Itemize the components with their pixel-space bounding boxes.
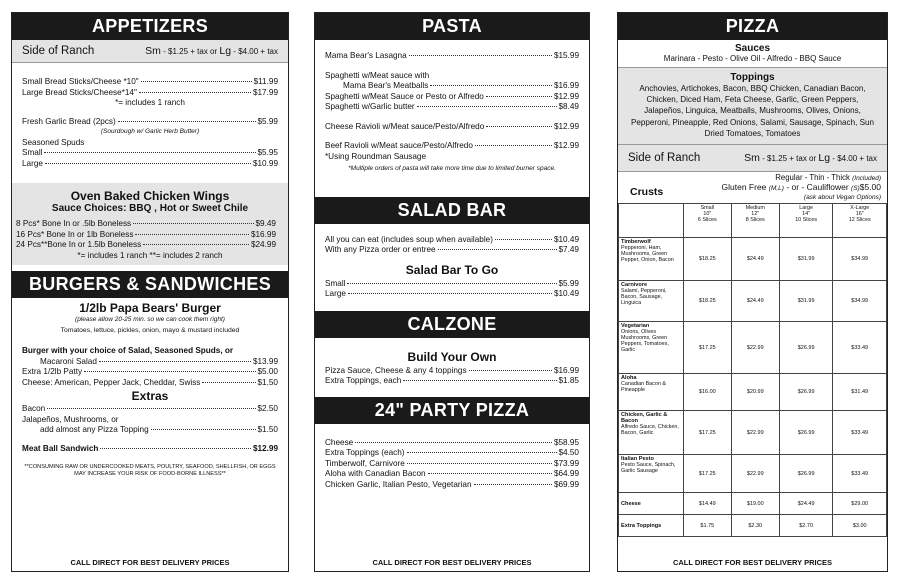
salad-header: SALAD BAR bbox=[315, 197, 589, 224]
appetizers-header: APPETIZERS bbox=[12, 13, 288, 40]
pizza-price-table bbox=[618, 203, 887, 537]
burger-note: (please allow 20-25 min. so we can cook them right) bbox=[75, 316, 225, 323]
pasta-header: PASTA bbox=[315, 13, 589, 40]
menu-item: Bacon $2.50 bbox=[22, 404, 278, 413]
menu-item: Mama Bear's Lasagna $15.99 bbox=[325, 51, 579, 60]
size-header: Large 14" 10 Slices bbox=[779, 204, 833, 238]
toppings-block bbox=[618, 68, 887, 145]
wings-section bbox=[12, 183, 288, 265]
menu-item: Cheese: American, Pepper Jack, Cheddar, Swiss $1.50 bbox=[22, 377, 278, 387]
menu-item: With any Pizza order or entree $7.49 bbox=[325, 245, 579, 254]
sauces-block bbox=[618, 40, 887, 68]
menu-item: Aloha with Canadian Bacon $64.99 bbox=[325, 469, 579, 478]
includes-note: *= includes 1 ranch bbox=[115, 98, 185, 107]
pizza-column bbox=[617, 12, 888, 572]
menu-item: Small $5.95 bbox=[22, 148, 278, 157]
menu-item: Timberwolf, Carnivore $73.99 bbox=[325, 458, 579, 468]
menu-item: Extra 1/2lb Patty $5.00 bbox=[22, 367, 278, 376]
menu-item: Extra Toppings (each) $4.50 bbox=[325, 448, 579, 457]
table-row: Carnivore Salami, Pepperoni, Bacon, Sausage, Linguica $18.25 $24.49 $31.99 $34.99 bbox=[619, 281, 887, 322]
pizza-header: PIZZA bbox=[618, 13, 887, 40]
menu-item: Large $10.99 bbox=[22, 158, 278, 168]
burger-desc: Burger with your choice of Salad, Seasoned Spuds, or bbox=[22, 346, 234, 355]
menu-item: Large Bread Sticks/Cheese*14" $17.99 bbox=[22, 87, 278, 97]
build-your-own-title: Build Your Own bbox=[407, 349, 497, 364]
size-header: X-Large 16" 12 Slices bbox=[833, 204, 887, 238]
table-row: Cheese $14.49 $19.00 $24.49 $29.00 bbox=[619, 493, 887, 515]
ranch-prices: Sm - $1.25 + tax or Lg - $4.00 + tax bbox=[145, 45, 278, 57]
menu-item: Macaroni Salad $13.99 bbox=[40, 356, 278, 366]
toppings-title: Toppings bbox=[730, 72, 775, 83]
menu-item: All you can eat (includes soup when available) $10.49 bbox=[325, 234, 579, 244]
table-row: Chicken, Garlic & Bacon Alfredo Sauce, Chicken, Bacon, Garlic $17.25 $22.99 $26.99 $33.49 bbox=[619, 411, 887, 455]
footer-note: CALL DIRECT FOR BEST DELIVERY PRICES bbox=[70, 558, 230, 567]
jalapeno-line1: Jalapeños, Mushrooms, or bbox=[22, 414, 119, 424]
table-row: Timberwolf Pepperoni, Ham, Mushrooms, Green Pepper, Onion, Bacon $18.25 $24.49 $31.99 $34.99 bbox=[619, 238, 887, 281]
appetizers-burgers-column bbox=[11, 12, 289, 572]
food-warning: **CONSUMING RAW OR UNDERCOOKED MEATS, POULTRY, SEAFOOD, SHELLFISH, OR EGGS MAY INCREASE YOUR RISK OF FOOD-BORNE ILLNESS** bbox=[24, 464, 276, 477]
menu-item: Meat Ball Sandwich $12.99 bbox=[22, 443, 278, 453]
menu-item: Fresh Garlic Bread (2pcs) $5.99 bbox=[22, 116, 278, 126]
table-row: Aloha Canadian Bacon & Pineapple $16.00 $20.99 $26.99 $31.49 bbox=[619, 374, 887, 411]
size-header: Small 10" 6 Slices bbox=[684, 204, 732, 238]
spuds-title: Seasoned Spuds bbox=[22, 137, 85, 147]
menu-item: Cheese $58.95 bbox=[325, 437, 579, 447]
garlic-note: (Sourdough w/ Garlic Herb Butter) bbox=[100, 128, 200, 135]
wings-note: *= includes 1 ranch **= includes 2 ranch bbox=[77, 250, 223, 260]
salad-togo-title: Salad Bar To Go bbox=[405, 262, 499, 277]
ranch-title: Side of Ranch bbox=[628, 152, 701, 165]
pasta-note: *Multiple orders of pasta will take more time due to limited burner space. bbox=[348, 165, 556, 172]
burger-toppings: Tomatoes, lettuce, pickles, onion, mayo & mustard included bbox=[60, 326, 240, 334]
menu-item: Chicken Garlic, Italian Pesto, Vegetarian $69.99 bbox=[325, 479, 579, 489]
menu-item: Spaghetti w/Garlic butter $8.49 bbox=[325, 102, 579, 111]
party-pizza-header: 24" PARTY PIZZA bbox=[315, 397, 589, 424]
menu-item: 16 Pcs* Bone In or 1lb Boneless $16.99 bbox=[16, 229, 276, 239]
wings-title: Oven Baked Chicken Wings bbox=[70, 189, 230, 203]
roundman-note: *Using Roundman Sausage bbox=[325, 151, 427, 161]
menu-item: 24 Pcs**Bone In or 1.5lb Boneless $24.99 bbox=[16, 240, 276, 249]
burgers-header: BURGERS & SANDWICHES bbox=[12, 271, 288, 298]
crust-types: Regular - Thin - Thick (Included) bbox=[775, 173, 881, 183]
menu-item: Large $10.49 bbox=[325, 289, 579, 298]
table-row: Extra Toppings $1.75 $2.30 $2.70 $3.00 bbox=[619, 515, 887, 537]
crusts-block bbox=[618, 172, 887, 203]
menu-item: Cheese Ravioli w/Meat sauce/Pesto/Alfredo $12.99 bbox=[325, 121, 579, 131]
ranch-title: Side of Ranch bbox=[22, 45, 95, 57]
wings-sauce: Sauce Choices: BBQ , Hot or Sweet Chile bbox=[51, 203, 249, 214]
menu-item: Beef Ravioli w/Meat sauce/Pesto/Alfredo $12.99 bbox=[325, 141, 579, 150]
menu-item: Small $5.99 bbox=[325, 278, 579, 288]
spaghetti-line1: Spaghetti w/Meat sauce with bbox=[325, 70, 430, 80]
pasta-salad-column bbox=[314, 12, 590, 572]
menu-item: Small Bread Sticks/Cheese *10" $11.99 bbox=[22, 77, 278, 86]
table-row: Vegetarian Onions, Olives Mushrooms, Green Peppers, Tomatoes, Garlic $17.25 $22.99 $26.99 $33.49 bbox=[619, 322, 887, 374]
menu-item: Spaghetti w/Meat Sauce or Pesto or Alfredo $12.99 bbox=[325, 91, 579, 101]
table-header-row bbox=[619, 204, 887, 238]
menu-item: 8 Pcs* Bone In or .5lb Boneless $9.49 bbox=[16, 219, 276, 228]
sauces-title: Sauces bbox=[734, 43, 771, 54]
menu-item: Extra Toppings, each $1.85 bbox=[325, 376, 579, 385]
footer-note: CALL DIRECT FOR BEST DELIVERY PRICES bbox=[372, 558, 532, 567]
vegan-note: (ask about Vegan Options) bbox=[803, 194, 881, 202]
appetizers-ranch bbox=[12, 40, 288, 63]
table-row: Italian Pesto Pesto Sauce, Spinach, Garlic Sausage $17.25 $22.99 $26.99 $33.49 bbox=[619, 455, 887, 493]
gluten-free: Gluten Free (M,L) - or - Cauliflower (S)$5.00 bbox=[721, 182, 881, 193]
sauces-list: Marinara - Pesto - Olive Oil - Alfredo - BBQ Sauce bbox=[663, 54, 842, 63]
ranch-prices: Sm - $1.25 + tax or Lg - $4.00 + tax bbox=[744, 152, 877, 165]
size-header: Medium 12" 8 Slices bbox=[731, 204, 779, 238]
pizza-ranch bbox=[618, 145, 887, 172]
toppings-list: Anchovies, Artichokes, Bacon, BBQ Chicken, Canadian Bacon, Chicken, Diced Ham, Feta Cheese, Garlic, Green Peppers, Jalapeños, Linguica, Meatballs, Mushrooms, Olives, Onions, Pepperoni, Pineapple, Red Onions, Salami, Sausage, Spinach, Sun Dried Tomatoes, Tomatoes bbox=[631, 84, 874, 138]
calzone-header: CALZONE bbox=[315, 311, 589, 338]
footer-note: CALL DIRECT FOR BEST DELIVERY PRICES bbox=[672, 558, 833, 567]
crusts-title: Crusts bbox=[630, 186, 664, 199]
extras-title: Extras bbox=[131, 389, 169, 403]
burger-title: 1/2lb Papa Bears' Burger bbox=[79, 301, 221, 315]
menu-item: Pizza Sauce, Cheese & any 4 toppings $16.99 bbox=[325, 365, 579, 375]
menu-item: Mama Bear's Meatballs $16.99 bbox=[343, 81, 579, 90]
menu-item: add almost any Pizza Topping $1.50 bbox=[40, 425, 278, 434]
